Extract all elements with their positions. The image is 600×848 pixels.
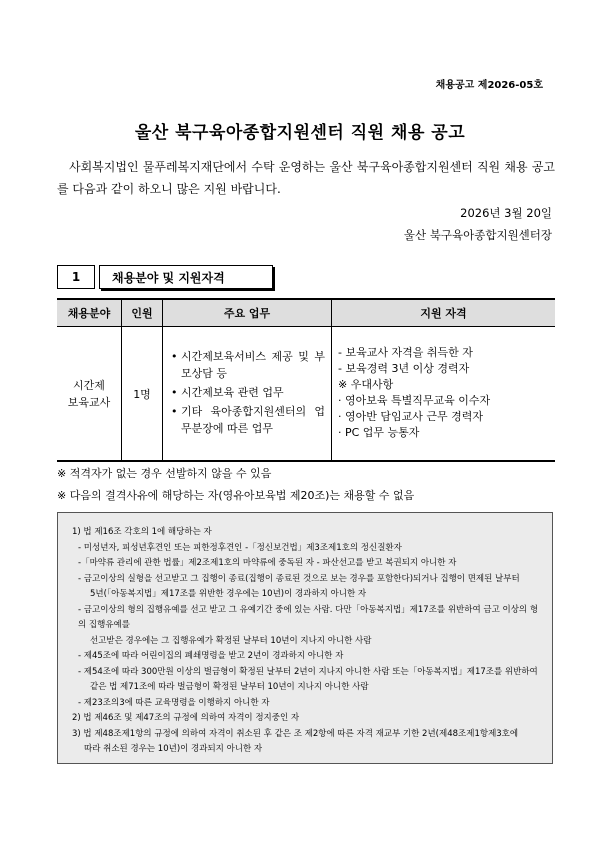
disq-item: - 제23조의3에 따른 교육명령을 이행하지 아니한 자 — [78, 697, 270, 708]
note-no-selection: ※ 적격자가 없는 경우 선발하지 않을 수 있음 — [57, 467, 272, 480]
disq-item: 같은 법 제71조에 따라 벌금형이 확정된 날부터 10년이 지나지 아니한 사람 — [90, 682, 369, 692]
table-row — [57, 327, 555, 462]
duty-item: • 시간제보육 관련 업무 — [171, 384, 325, 401]
section-1-header — [57, 265, 273, 289]
page-title: 울산 북구육아종합지원센터 직원 채용 공고 — [134, 123, 466, 143]
qual-item: - 보육교사 자격을 취득한 자 — [338, 345, 473, 359]
header-quals: 지원 자격 — [332, 299, 556, 327]
cell-quals — [332, 327, 556, 462]
notice-date: 2026년 3월 20일 — [460, 206, 552, 220]
note-disqualification: ※ 다음의 결격사유에 해당하는 자(영유아보육법 제20조)는 채용할 수 없음 — [57, 489, 415, 502]
cell-duties — [163, 327, 332, 462]
duty-item: • 기타 육아종합지원센터의 업무분장에 따른 업무 — [171, 403, 325, 437]
recruitment-table — [57, 298, 555, 462]
field-line-1: 시간제 — [73, 378, 105, 392]
disq-item: 선고받은 경우에는 그 집행유예가 확정된 날부터 10년이 지나지 아니한 사람 — [90, 635, 372, 646]
header-duties: 주요 업무 — [163, 299, 332, 327]
duty-item: • 시간제보육서비스 제공 및 부모상담 등 — [171, 348, 325, 382]
issuer-name: 울산 북구육아종합지원센터장 — [403, 228, 552, 242]
disqualification-box — [57, 512, 553, 764]
qual-item: · 영아보육 특별직무교육 이수자 — [338, 393, 491, 407]
disq-item: - 제54조에 따라 300만원 이상의 벌금형이 확정된 날부터 2년이 지나지 아니한 사람 또는「아동복지법」제17조를 위반하여 — [78, 666, 538, 677]
disq-item: -「마약류 관리에 관한 법률」제2조제1호의 마약류에 중독된 자 - 파산선고를 받고 복권되지 아니한 자 — [78, 558, 457, 568]
disq-item: 1) 법 제16조 각호의 1에 해당하는 자 — [72, 527, 212, 537]
table-header-row — [57, 299, 555, 327]
disq-item: 5년(「아동복지법」제17조를 위반한 경우에는 10년)이 경과하지 아니한 자 — [90, 589, 367, 599]
qual-item: ※ 우대사항 — [338, 377, 394, 391]
disq-item: 따라 취소된 경우는 10년)이 경과되지 아니한 자 — [84, 744, 263, 754]
cell-count: 1명 — [122, 327, 163, 462]
header-field: 채용분야 — [57, 299, 122, 327]
section-number: 1 — [57, 265, 95, 289]
qual-item: · 영아반 담임교사 근무 경력자 — [338, 409, 483, 423]
header-count: 인원 — [122, 299, 163, 327]
notice-number: 채용공고 제2026-05호 — [435, 80, 543, 91]
disq-item: - 제45조에 따라 어린이집의 폐쇄명령을 받고 2년이 경과하지 아니한 자 — [78, 651, 344, 661]
disq-item: - 금고이상의 실형을 선고받고 그 집행이 종료(집행이 종료된 것으로 보는 경우를 포함한다)되거나 집행이 면제된 날부터 — [78, 573, 520, 584]
section-title: 채용분야 및 지원자격 — [99, 265, 273, 289]
disq-item: - 미성년자, 피성년후견인 또는 피한정후견인 -「정신보건법」제3조제1호의 정신질환자 — [78, 542, 402, 553]
field-line-2: 보육교사 — [67, 395, 111, 409]
qual-item: · PC 업무 능통자 — [338, 425, 420, 439]
disq-item: 3) 법 제48조제1항의 규정에 의하여 자격이 취소된 후 같은 조 제2항에 따른 자격 재교부 기한 2년(제48조제1항제3호에 — [72, 728, 519, 739]
disq-item: - 금고이상의 형의 집행유예를 선고 받고 그 유예기간 중에 있는 사람. 다만「아동복지법」제17조를 위반하여 금고 이상의 형의 집행유예를 — [78, 604, 539, 630]
intro-paragraph: 사회복지법인 물푸레복지재단에서 수탁 운영하는 울산 북구육아종합지원센터 직원 채용 공고를 다음과 같이 하오니 많은 지원 바랍니다. — [57, 160, 555, 196]
disq-item: 2) 법 제46조 및 제47조의 규정에 의하여 자격이 정지중인 자 — [72, 713, 300, 723]
qual-item: - 보육경력 3년 이상 경력자 — [338, 361, 470, 375]
cell-field — [57, 327, 122, 462]
